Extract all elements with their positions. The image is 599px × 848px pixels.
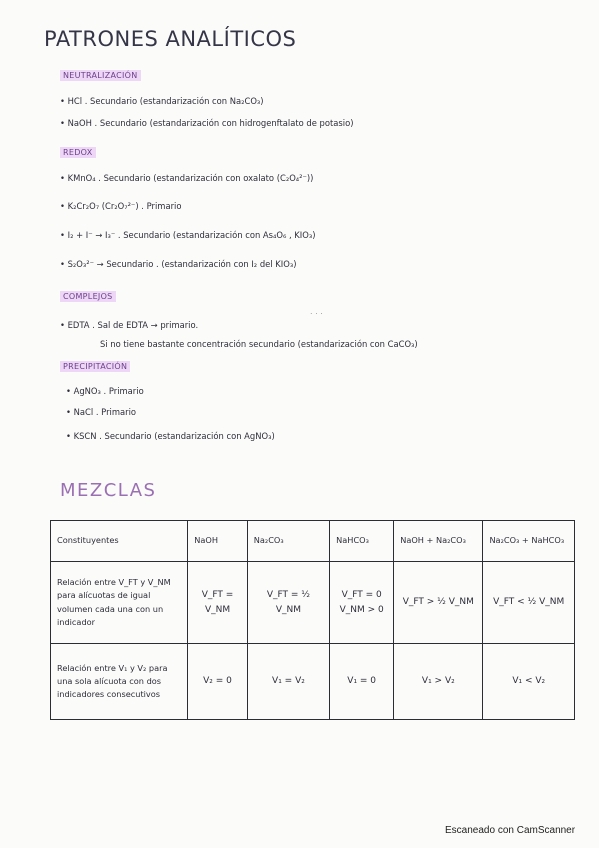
table-cell: V_FT > ½ V_NM (394, 562, 483, 644)
table-cell: V_FT < ½ V_NM (483, 562, 575, 644)
table-header-row (51, 521, 575, 562)
table-row (51, 644, 575, 720)
list-item: • EDTA . Sal de EDTA → primario. (60, 320, 199, 330)
mezclas-heading: MEZCLAS (60, 480, 157, 501)
table-row (51, 562, 575, 644)
table-cell: V₂ = 0 (188, 644, 247, 720)
list-item: • KSCN . Secundario (estandarización con AgNO₃) (66, 431, 275, 441)
table-cell: V_FT = ½ V_NM (247, 562, 329, 644)
header-cell: NaOH (188, 521, 247, 562)
list-item: • K₂Cr₂O₇ (Cr₂O₇²⁻) . Primario (60, 201, 182, 211)
list-item: • HCl . Secundario (estandarización con Na₂CO₃) (60, 96, 264, 106)
section-heading-precipitacion: PRECIPITACIÓN (60, 361, 130, 372)
table-cell: V₁ = V₂ (247, 644, 329, 720)
scanner-watermark: Escaneado con CamScanner (445, 825, 576, 836)
table-cell: V_FT = V_NM (188, 562, 247, 644)
row-label: Relación entre V₁ y V₂ para una sola alícuota con dos indicadores consecutivos (51, 644, 188, 720)
section-heading-complejos: COMPLEJOS (60, 291, 116, 302)
table-cell: V₁ = 0 (330, 644, 394, 720)
page-title: PATRONES ANALÍTICOS (44, 27, 297, 51)
header-cell: Na₂CO₃ + NaHCO₃ (483, 521, 575, 562)
header-cell: Constituyentes (51, 521, 188, 562)
table-cell: V₁ < V₂ (483, 644, 575, 720)
list-item: • S₂O₃²⁻ → Secundario . (estandarización con I₂ del KIO₃) (60, 259, 297, 269)
list-item: • I₂ + I⁻ → I₃⁻ . Secundario (estandarización con As₄O₆ , KIO₃) (60, 230, 316, 240)
list-item: • NaOH . Secundario (estandarización con hidrogenftalato de potasio) (60, 118, 354, 128)
row-label: Relación entre V_FT y V_NM para alícuotas de igual volumen cada una con un indicador (51, 562, 188, 644)
section-heading-neutralizacion: NEUTRALIZACIÓN (60, 70, 141, 81)
list-item: • KMnO₄ . Secundario (estandarización con oxalato (C₂O₄²⁻)) (60, 173, 314, 183)
table-cell: V₁ > V₂ (394, 644, 483, 720)
mezclas-table (50, 520, 575, 720)
list-item: • AgNO₃ . Primario (66, 386, 144, 396)
header-cell: NaHCO₃ (330, 521, 394, 562)
table-cell: V_FT = 0 V_NM > 0 (330, 562, 394, 644)
header-cell: Na₂CO₃ (247, 521, 329, 562)
list-item: Si no tiene bastante concentración secundario (estandarización con CaCO₃) (100, 339, 418, 349)
stray-dots: . . . (310, 307, 323, 316)
header-cell: NaOH + Na₂CO₃ (394, 521, 483, 562)
section-heading-redox: REDOX (60, 147, 96, 158)
list-item: • NaCl . Primario (66, 407, 137, 417)
